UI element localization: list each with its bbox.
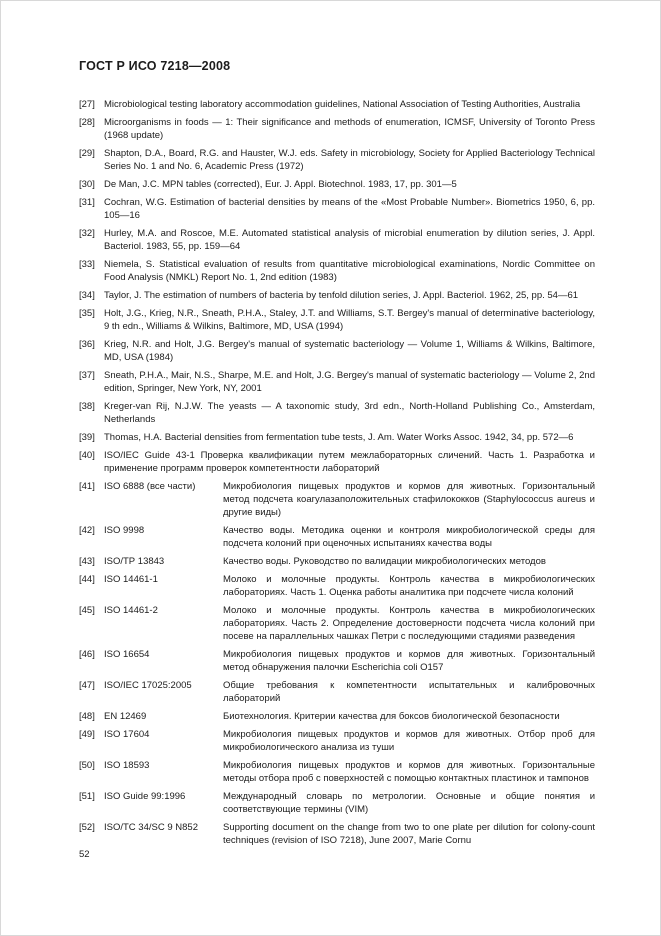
standard-description: Supporting document on the change from two to one plate per dilution for colony-count techniques (revision of ISO 7218), June 2007, Marie Cornu <box>223 822 595 846</box>
reference-number: [39] <box>79 432 95 443</box>
reference-number: [49] <box>79 729 95 740</box>
reference-number: [42] <box>79 525 95 536</box>
standard-item <box>79 480 595 519</box>
reference-item <box>79 307 595 333</box>
reference-text: Hurley, M.A. and Roscoe, M.E. Automated statistical analysis of microbial enumeration by dilution series, J. Appl. Bacteriol. 1983, 55, pp. 159—64 <box>104 228 595 252</box>
reference-number: [35] <box>79 308 95 319</box>
standard-description: Молоко и молочные продукты. Контроль качества в микробиологических лабораториях. Часть 1. Оценка работы аналитика при подсчете числа колоний <box>223 574 595 598</box>
reference-text: Niemela, S. Statistical evaluation of results from quantitative microbiological examinations, Nordic Committee on Food Analysis (NMKL) Report No. 1, 2nd edition (1983) <box>104 259 595 283</box>
standard-code: ISO 18593 <box>104 760 150 771</box>
standard-item <box>79 604 595 643</box>
reference-number: [51] <box>79 791 95 802</box>
standard-item <box>79 728 595 754</box>
reference-number: [40] <box>79 450 95 461</box>
reference-item <box>79 147 595 173</box>
standard-code: ISO 17604 <box>104 729 150 740</box>
reference-number: [29] <box>79 148 95 159</box>
standard-item <box>79 555 595 568</box>
reference-number: [33] <box>79 259 95 270</box>
standard-code: ISO Guide 99:1996 <box>104 791 186 802</box>
reference-text: Shapton, D.A., Board, R.G. and Hauster, W.J. eds. Safety in microbiology, Society for Applied Bacteriology Technical Series No. 1 and No. 6, Academic Press (1972) <box>104 148 595 172</box>
standard-description: Микробиология пищевых продуктов и кормов для животных. Горизонтальный метод обнаружения палочки Escherichia coli O157 <box>223 649 595 673</box>
reference-number: [31] <box>79 197 95 208</box>
reference-item <box>79 431 595 444</box>
reference-text: Holt, J.G., Krieg, N.R., Sneath, P.H.A., Staley, J.T. and Williams, S.T. Bergey's manual of determinative bacteriology, 9 th edn., Williams & Wilkins, Baltimore, MD, USA (1994) <box>104 308 595 332</box>
standard-item <box>79 710 595 723</box>
standard-description: Биотехнология. Критерии качества для боксов биологической безопасности <box>223 711 560 722</box>
standard-code: EN 12469 <box>104 711 147 722</box>
reference-item <box>79 116 595 142</box>
reference-text: Microorganisms in foods — 1: Their significance and methods of enumeration, ICMSF, University of Toronto Press (1968 update) <box>104 117 595 141</box>
reference-number: [37] <box>79 370 95 381</box>
reference-item <box>79 98 595 111</box>
reference-item <box>79 196 595 222</box>
reference-number: [52] <box>79 822 95 833</box>
standard-description: Международный словарь по метрологии. Основные и общие понятия и соответствующие термины (VIM) <box>223 791 595 815</box>
standard-description: Микробиология пищевых продуктов и кормов для животных. Отбор проб для микробиологического анализа из туши <box>223 729 595 753</box>
standard-description: Общие требования к компетентности испытательных и калибровочных лабораторий <box>223 680 595 704</box>
standard-code: ISO 14461-1 <box>104 574 158 585</box>
standard-item <box>79 759 595 785</box>
reference-text: Thomas, H.A. Bacterial densities from fermentation tube tests, J. Am. Water Works Assoc. 1942, 34, pp. 572—6 <box>104 432 574 443</box>
standard-description: Молоко и молочные продукты. Контроль качества в микробиологических лабораториях. Часть 2. Определение достоверности подсчета числа колоний при посеве на параллельных чашках Петри с последующими стадиями разведения <box>223 605 595 642</box>
reference-text: Krieg, N.R. and Holt, J.G. Bergey's manual of systematic bacteriology — Volume 1, Williams & Wilkins, Baltimore, MD, USA (1984) <box>104 339 595 363</box>
reference-text: ISO/IEC Guide 43-1 Проверка квалификации путем межлабораторных сличений. Часть 1. Разработка и применение программ проверок компетентности лабораторий <box>104 450 595 474</box>
reference-text: Microbiological testing laboratory accommodation guidelines, National Association of Testing Authorities, Australia <box>104 99 581 110</box>
standard-item <box>79 648 595 674</box>
standard-code: ISO 16654 <box>104 649 150 660</box>
document-title: ГОСТ Р ИСО 7218—2008 <box>79 59 231 73</box>
standard-code: ISO 6888 (все части) <box>104 481 196 492</box>
reference-item <box>79 258 595 284</box>
reference-number: [30] <box>79 179 95 190</box>
reference-number: [38] <box>79 401 95 412</box>
reference-text: Kreger-van Rij, N.J.W. The yeasts — A taxonomic study, 3rd edn., North-Holland Publishing Co., Amsterdam, Netherlands <box>104 401 595 425</box>
reference-text: De Man, J.C. MPN tables (corrected), Eur. J. Appl. Biotechnol. 1983, 17, pp. 301—5 <box>104 179 457 190</box>
reference-number: [43] <box>79 556 95 567</box>
standard-code: ISO/TC 34/SC 9 N852 <box>104 822 198 833</box>
standard-code: ISO 14461-2 <box>104 605 158 616</box>
standard-description: Качество воды. Руководство по валидации микробиологических методов <box>223 556 546 567</box>
reference-number: [47] <box>79 680 95 691</box>
standard-description: Качество воды. Методика оценки и контроля микробиологической среды для подсчета колоний при оценочных испытаниях качества воды <box>223 525 595 549</box>
reference-number: [48] <box>79 711 95 722</box>
reference-item <box>79 178 595 191</box>
reference-number: [28] <box>79 117 95 128</box>
standard-item <box>79 524 595 550</box>
reference-number: [50] <box>79 760 95 771</box>
reference-item <box>79 449 595 475</box>
page-number: 52 <box>79 849 90 860</box>
reference-number: [27] <box>79 99 95 110</box>
standard-code: ISO/ТР 13843 <box>104 556 165 567</box>
reference-item <box>79 369 595 395</box>
reference-item <box>79 289 595 302</box>
standard-item <box>79 790 595 816</box>
reference-number: [44] <box>79 574 95 585</box>
reference-number: [32] <box>79 228 95 239</box>
standard-item <box>79 821 595 847</box>
standard-item <box>79 573 595 599</box>
standard-item <box>79 679 595 705</box>
reference-number: [36] <box>79 339 95 350</box>
reference-number: [34] <box>79 290 95 301</box>
reference-list <box>79 98 595 852</box>
standard-description: Микробиология пищевых продуктов и кормов для животных. Горизонтальный метод подсчета коагулазаположительных стафилококков (Staphylococcus aureus и другие виды) <box>223 481 595 518</box>
reference-text: Sneath, P.H.A., Mair, N.S., Sharpe, M.E. and Holt, J.G. Bergey's manual of systematic bacteriology — Volume 2, 2nd edition, Springer, New York, NY, 2001 <box>104 370 595 394</box>
reference-item <box>79 227 595 253</box>
reference-number: [41] <box>79 481 95 492</box>
reference-text: Cochran, W.G. Estimation of bacterial densities by means of the «Most Probable Number». Biometrics 1950, 6, pp. 105—16 <box>104 197 595 221</box>
reference-number: [46] <box>79 649 95 660</box>
standard-code: ISO 9998 <box>104 525 145 536</box>
reference-item <box>79 400 595 426</box>
reference-number: [45] <box>79 605 95 616</box>
reference-text: Taylor, J. The estimation of numbers of bacteria by tenfold dilution series, J. Appl. Bacteriol. 1962, 25, pp. 54—61 <box>104 290 579 301</box>
reference-item <box>79 338 595 364</box>
standard-description: Микробиология пищевых продуктов и кормов для животных. Горизонтальные методы отбора проб с поверхностей с помощью контактных пластинок и тампонов <box>223 760 595 784</box>
standard-code: ISO/IEC 17025:2005 <box>104 680 192 691</box>
